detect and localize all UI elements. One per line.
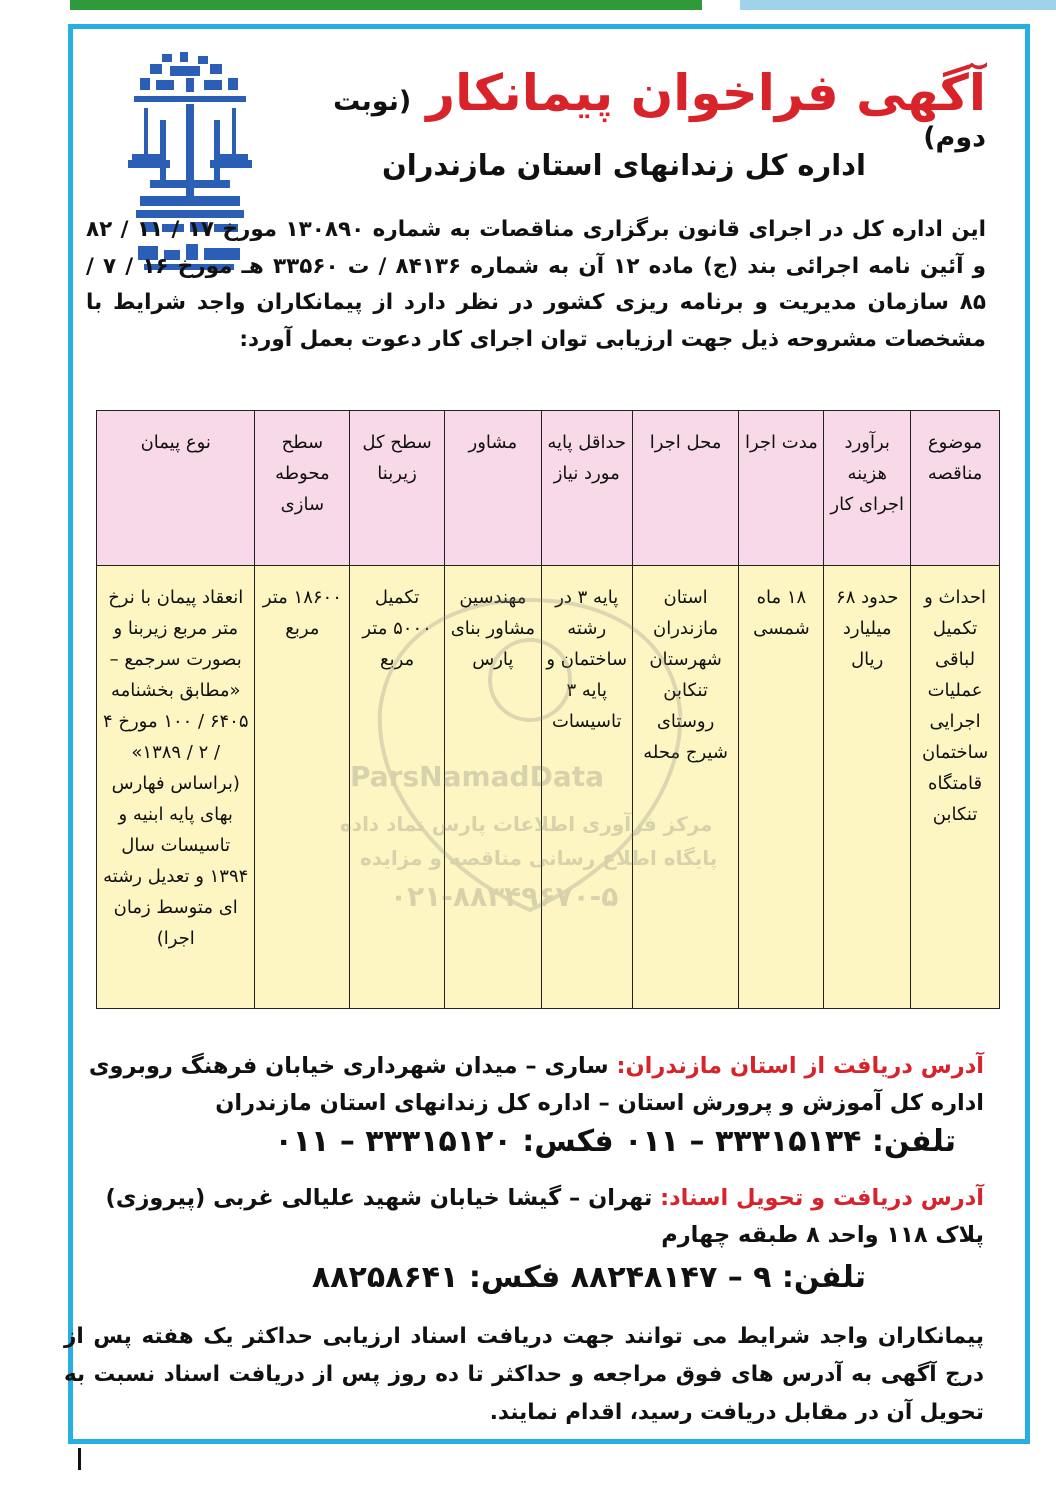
table-row — [97, 566, 1000, 1009]
cell-topic: احداث و تکمیل لباقی عملیات اجرایی ساختمان قامتگاه تنکابن — [911, 566, 1000, 1009]
cell-cost: حدود ۶۸ میلیارد ریال — [824, 566, 911, 1009]
ad-title: آگهی فراخوان پیمانکار — [426, 64, 986, 122]
cell-base: پایه ۳ در رشته ساختمان و پایه ۳ تاسیسات — [541, 566, 632, 1009]
address-mazandaran — [64, 1048, 984, 1122]
watermark-phone: ۰۲۱-۸۸۳۴۹۶۷۰-۵ — [390, 880, 619, 913]
header-floor-area: سطح کل زیربنا — [350, 411, 445, 566]
cell-location: استان مازندران شهرستان تنکابن روستای شیرج محله — [632, 566, 739, 1009]
cell-site-area: ۱۸۶۰۰ متر مربع — [255, 566, 350, 1009]
watermark-line1: مرکز فرآوری اطلاعات پارس نماد داده — [340, 812, 713, 836]
address-mazandaran-label: آدرس دریافت از استان مازندران: — [616, 1053, 984, 1079]
header-duration: مدت اجرا — [739, 411, 824, 566]
phone-tehran: تلفن: ۹ – ۸۸۲۴۸۱۴۷ فکس: ۸۸۲۵۸۶۴۱ — [311, 1260, 866, 1295]
title-row — [286, 64, 986, 153]
phone-mazandaran: تلفن: ۳۳۳۱۵۱۳۴ – ۰۱۱ فکس: ۳۳۳۱۵۱۲۰ – ۰۱۱ — [274, 1124, 956, 1159]
address-tehran-label: آدرس دریافت و تحویل اسناد: — [660, 1185, 984, 1211]
header-base: حداقل پایه مورد نیاز — [541, 411, 632, 566]
top-green-bar — [70, 0, 702, 10]
address-tehran-text: تهران – گیشا خیابان شهید علیالی غربی (پیروزی) پلاک ۱۱۸ واحد ۸ طبقه چهارم — [105, 1185, 984, 1248]
header-contract-type: نوع پیمان — [97, 411, 255, 566]
header-location: محل اجرا — [632, 411, 739, 566]
watermark-brand: ParsNamadData — [350, 760, 604, 793]
intro-paragraph: این اداره کل در اجرای قانون برگزاری مناقصات به شماره ۱۳۰۸۹۰ مورخ ۱۷ / ۱۱ / ۸۲ و آئین نامه اجرائی بند (ج) ماده ۱۲ آن به شماره ۸۴۱۳۶ / ت ۳۳۵۶۰ هـ مورخ ۱۶ / ۷ / ۸۵ سازمان مدیریت و برنامه ریزی کشور در نظر دارد از پیمانکاران واجد شرایط با مشخصات مشروحه ذیل جهت ارزیابی توان اجرای کار دعوت بعمل آورد: — [86, 217, 987, 352]
ad-title-note: (نوبت دوم) — [333, 86, 986, 153]
ad-subtitle: اداره کل زندانهای استان مازندران — [382, 148, 866, 182]
cell-contract-type: انعقاد پیمان با نرخ متر مربع زیربنا و بصورت سرجمع – «مطابق بخشنامه ۶۴۰۵ / ۱۰۰ مورخ ۴ / ۲ / ۱۳۸۹» (براساس فهارس بهای پایه ابنیه و تاسیسات سال ۱۳۹۴ و تعدیل رشته ای متوسط زمان اجرا) — [97, 566, 255, 1009]
tender-table — [96, 410, 1000, 1009]
cell-floor-area: تکمیل ۵۰۰۰ متر مربع — [350, 566, 445, 1009]
top-blue-bar — [740, 0, 1056, 10]
outro-paragraph: پیمانکاران واجد شرایط می توانند جهت دریافت اسناد ارزیابی حداکثر یک هفته پس از درج آگهی به آدرس های فوق مراجعه و حداکثر تا ده روز پس از دریافت اسناد نسبت به تحویل آن در مقابل دریافت رسید، اقدام نمایند. — [64, 1324, 984, 1425]
header-topic: موضوع مناقصه — [911, 411, 1000, 566]
page-edge-mark — [78, 1448, 81, 1470]
header-consultant: مشاور — [444, 411, 541, 566]
watermark-line2: پایگاه اطلاع رسانی مناقصه و مزایده — [360, 846, 718, 870]
cell-duration: ۱۸ ماه شمسی — [739, 566, 824, 1009]
address-tehran — [64, 1180, 984, 1254]
address-mazandaran-text: ساری – میدان شهرداری خیابان فرهنگ روبروی اداره کل آموزش و پرورش استان – اداره کل زندانهای استان مازندران — [88, 1053, 984, 1116]
cell-consultant: مهندسین مشاور بنای پارس — [444, 566, 541, 1009]
table-header-row — [97, 411, 1000, 566]
header-site-area: سطح محوطه سازی — [255, 411, 350, 566]
header-cost: برآورد هزینه اجرای کار — [824, 411, 911, 566]
